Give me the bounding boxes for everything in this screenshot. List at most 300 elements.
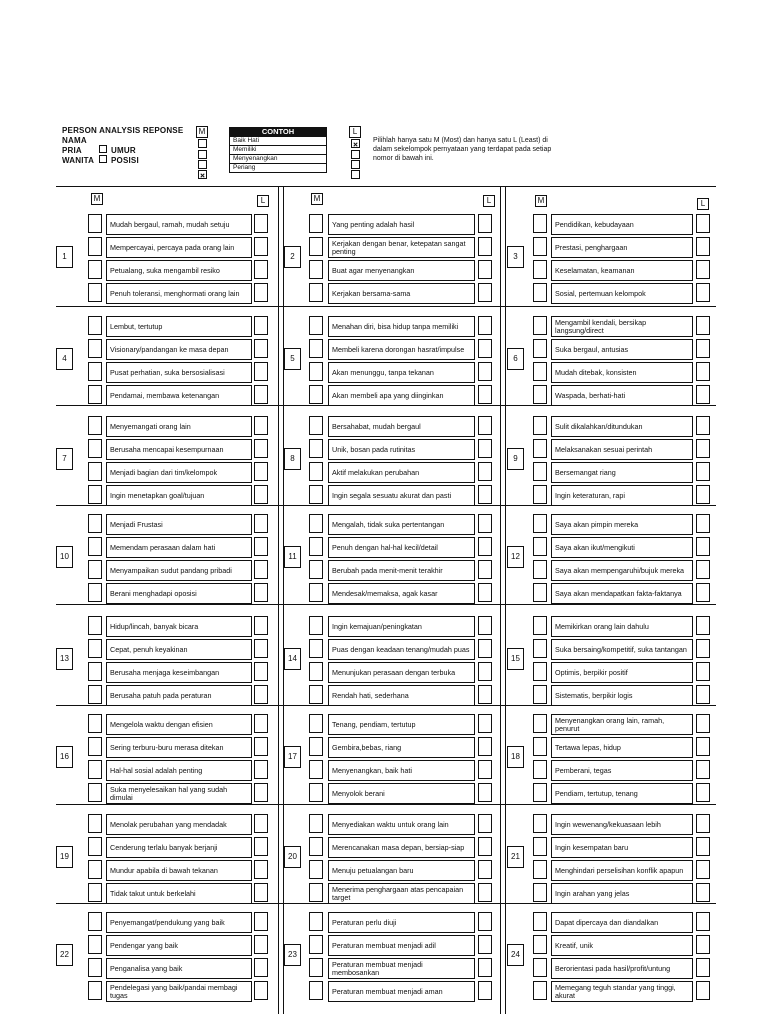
statement-text: Berusaha mencapai kesempurnaan bbox=[106, 439, 252, 460]
most-checkbox[interactable] bbox=[88, 339, 102, 358]
most-checkbox[interactable] bbox=[88, 783, 102, 802]
least-checkbox[interactable] bbox=[254, 760, 268, 779]
contoh-item: Menyenangkan bbox=[229, 155, 327, 164]
statement-text: Menyediakan waktu untuk orang lain bbox=[328, 814, 475, 835]
most-checkbox[interactable] bbox=[533, 783, 547, 802]
least-checkbox[interactable] bbox=[254, 883, 268, 902]
least-checkbox[interactable] bbox=[696, 583, 710, 602]
least-checkbox[interactable] bbox=[696, 214, 710, 233]
statement-text: Buat agar menyenangkan bbox=[328, 260, 475, 281]
most-checkbox[interactable] bbox=[309, 260, 323, 279]
example-l-box-4 bbox=[351, 170, 360, 179]
statement-text: Mempercayai, percaya pada orang lain bbox=[106, 237, 252, 258]
statement-text: Suka menyelesaikan hal yang sudah dimulai bbox=[106, 783, 252, 804]
question-number: 15 bbox=[507, 648, 524, 670]
most-checkbox[interactable] bbox=[88, 639, 102, 658]
most-checkbox[interactable] bbox=[309, 860, 323, 879]
most-checkbox[interactable] bbox=[88, 685, 102, 704]
least-checkbox[interactable] bbox=[696, 439, 710, 458]
example-m-header: M bbox=[196, 126, 208, 138]
most-checkbox[interactable] bbox=[533, 362, 547, 381]
least-checkbox[interactable] bbox=[696, 514, 710, 533]
most-checkbox[interactable] bbox=[88, 416, 102, 435]
most-checkbox[interactable] bbox=[309, 583, 323, 602]
statement-text: Mengalah, tidak suka pertentangan bbox=[328, 514, 475, 535]
most-checkbox[interactable] bbox=[533, 912, 547, 931]
least-checkbox[interactable] bbox=[254, 416, 268, 435]
statement-text: Peraturan membuat menjadi adil bbox=[328, 935, 475, 956]
least-checkbox[interactable] bbox=[254, 339, 268, 358]
statement-text: Kreatif, unik bbox=[551, 935, 693, 956]
most-checkbox[interactable] bbox=[309, 981, 323, 1000]
most-checkbox[interactable] bbox=[309, 514, 323, 533]
least-checkbox[interactable] bbox=[696, 714, 710, 733]
most-checkbox[interactable] bbox=[533, 485, 547, 504]
statement-text: Penuh dengan hal-hal kecil/detail bbox=[328, 537, 475, 558]
example-l-box-3 bbox=[351, 160, 360, 169]
least-checkbox[interactable] bbox=[696, 237, 710, 256]
statement-text: Peraturan membuat menjadi aman bbox=[328, 981, 475, 1002]
question-number: 13 bbox=[56, 648, 73, 670]
statement-text: Memikirkan orang lain dahulu bbox=[551, 616, 693, 637]
most-checkbox[interactable] bbox=[309, 560, 323, 579]
most-checkbox[interactable] bbox=[88, 283, 102, 302]
most-checkbox[interactable] bbox=[88, 316, 102, 335]
statement-text: Menjadi bagian dari tim/kelompok bbox=[106, 462, 252, 483]
question-number: 2 bbox=[284, 246, 301, 268]
least-checkbox[interactable] bbox=[696, 385, 710, 404]
least-checkbox[interactable] bbox=[696, 814, 710, 833]
statement-text: Sistematis, berpikir logis bbox=[551, 685, 693, 706]
least-checkbox[interactable] bbox=[478, 416, 492, 435]
most-checkbox[interactable] bbox=[88, 560, 102, 579]
most-checkbox[interactable] bbox=[309, 685, 323, 704]
column-divider-2 bbox=[500, 186, 501, 1014]
statement-text: Suka bergaul, antusias bbox=[551, 339, 693, 360]
least-checkbox[interactable] bbox=[478, 485, 492, 504]
question-number: 8 bbox=[284, 448, 301, 470]
statement-text: Petualang, suka mengambil resiko bbox=[106, 260, 252, 281]
least-checkbox[interactable] bbox=[478, 685, 492, 704]
most-checkbox[interactable] bbox=[533, 883, 547, 902]
least-checkbox[interactable] bbox=[478, 339, 492, 358]
least-checkbox[interactable] bbox=[696, 935, 710, 954]
statement-text: Peraturan perlu diuji bbox=[328, 912, 475, 933]
least-checkbox[interactable] bbox=[254, 260, 268, 279]
least-checkbox[interactable] bbox=[696, 416, 710, 435]
least-checkbox[interactable] bbox=[696, 462, 710, 481]
most-checkbox[interactable] bbox=[533, 462, 547, 481]
most-checkbox[interactable] bbox=[533, 339, 547, 358]
statement-text: Peraturan membuat menjadi membosankan bbox=[328, 958, 475, 979]
form-title: PERSON ANALYSIS REPONSE bbox=[62, 126, 184, 135]
least-checkbox[interactable] bbox=[254, 616, 268, 635]
least-checkbox[interactable] bbox=[254, 714, 268, 733]
most-checkbox[interactable] bbox=[309, 439, 323, 458]
most-checkbox[interactable] bbox=[533, 385, 547, 404]
least-checkbox[interactable] bbox=[696, 339, 710, 358]
most-checkbox[interactable] bbox=[309, 814, 323, 833]
statement-text: Melaksanakan sesuai perintah bbox=[551, 439, 693, 460]
most-checkbox[interactable] bbox=[88, 912, 102, 931]
statement-text: Menjadi Frustasi bbox=[106, 514, 252, 535]
statement-text: Hidup/lincah, banyak bicara bbox=[106, 616, 252, 637]
most-checkbox[interactable] bbox=[309, 385, 323, 404]
most-checkbox[interactable] bbox=[533, 416, 547, 435]
most-checkbox[interactable] bbox=[88, 662, 102, 681]
least-checkbox[interactable] bbox=[478, 737, 492, 756]
statement-text: Mendesak/memaksa, agak kasar bbox=[328, 583, 475, 604]
most-checkbox[interactable] bbox=[88, 981, 102, 1000]
least-checkbox[interactable] bbox=[254, 560, 268, 579]
least-checkbox[interactable] bbox=[254, 237, 268, 256]
column-divider-1b bbox=[283, 186, 284, 1014]
least-checkbox[interactable] bbox=[254, 362, 268, 381]
most-checkbox[interactable] bbox=[88, 439, 102, 458]
most-checkbox[interactable] bbox=[309, 362, 323, 381]
least-checkbox[interactable] bbox=[696, 362, 710, 381]
least-checkbox[interactable] bbox=[254, 837, 268, 856]
statement-text: Aktif melakukan perubahan bbox=[328, 462, 475, 483]
most-checkbox[interactable] bbox=[309, 616, 323, 635]
statement-text: Membeli karena dorongan hasrat/impulse bbox=[328, 339, 475, 360]
statement-text: Menyolok berani bbox=[328, 783, 475, 804]
most-checkbox[interactable] bbox=[88, 514, 102, 533]
least-checkbox[interactable] bbox=[478, 283, 492, 302]
most-checkbox[interactable] bbox=[309, 283, 323, 302]
least-checkbox[interactable] bbox=[696, 537, 710, 556]
contoh-table bbox=[229, 127, 327, 173]
most-checkbox[interactable] bbox=[533, 439, 547, 458]
example-l-box-2 bbox=[351, 150, 360, 159]
most-checkbox[interactable] bbox=[533, 214, 547, 233]
least-checkbox[interactable] bbox=[254, 662, 268, 681]
most-checkbox[interactable] bbox=[88, 616, 102, 635]
contoh-item: Periang bbox=[229, 164, 327, 173]
statement-text: Berani menghadapi oposisi bbox=[106, 583, 252, 604]
most-checkbox[interactable] bbox=[533, 283, 547, 302]
most-checkbox[interactable] bbox=[533, 714, 547, 733]
most-checkbox[interactable] bbox=[533, 935, 547, 954]
most-checkbox[interactable] bbox=[533, 737, 547, 756]
most-checkbox[interactable] bbox=[533, 616, 547, 635]
most-checkbox[interactable] bbox=[88, 237, 102, 256]
statement-text: Optimis, berpikir positif bbox=[551, 662, 693, 683]
least-checkbox[interactable] bbox=[696, 958, 710, 977]
question-number: 21 bbox=[507, 846, 524, 868]
statement-text: Pendiam, tertutup, tenang bbox=[551, 783, 693, 804]
most-checkbox[interactable] bbox=[88, 837, 102, 856]
most-checkbox[interactable] bbox=[88, 760, 102, 779]
most-checkbox[interactable] bbox=[309, 883, 323, 902]
statement-text: Akan membeli apa yang diinginkan bbox=[328, 385, 475, 406]
statement-text: Saya akan mempengaruhi/bujuk mereka bbox=[551, 560, 693, 581]
most-checkbox[interactable] bbox=[88, 860, 102, 879]
most-checkbox[interactable] bbox=[533, 560, 547, 579]
statement-text: Cepat, penuh keyakinan bbox=[106, 639, 252, 660]
row-divider bbox=[56, 604, 716, 605]
most-checkbox[interactable] bbox=[309, 316, 323, 335]
most-checkbox[interactable] bbox=[88, 958, 102, 977]
least-checkbox[interactable] bbox=[254, 814, 268, 833]
column-divider-2b bbox=[505, 186, 506, 1014]
least-checkbox[interactable] bbox=[478, 237, 492, 256]
most-checkbox[interactable] bbox=[533, 316, 547, 335]
statement-text: Kerjakan dengan benar, ketepatan sangat penting bbox=[328, 237, 475, 258]
most-checkbox[interactable] bbox=[88, 214, 102, 233]
statement-text: Berubah pada menit-menit terakhir bbox=[328, 560, 475, 581]
most-checkbox[interactable] bbox=[309, 339, 323, 358]
most-checkbox[interactable] bbox=[533, 860, 547, 879]
most-checkbox[interactable] bbox=[88, 935, 102, 954]
statement-text: Memegang teguh standar yang tinggi, akurat bbox=[551, 981, 693, 1002]
least-checkbox[interactable] bbox=[696, 560, 710, 579]
column-2-l-header: L bbox=[483, 195, 495, 207]
least-checkbox[interactable] bbox=[696, 737, 710, 756]
most-checkbox[interactable] bbox=[533, 237, 547, 256]
least-checkbox[interactable] bbox=[478, 662, 492, 681]
least-checkbox[interactable] bbox=[696, 837, 710, 856]
least-checkbox[interactable] bbox=[478, 814, 492, 833]
statement-text: Yang penting adalah hasil bbox=[328, 214, 475, 235]
least-checkbox[interactable] bbox=[254, 912, 268, 931]
statement-text: Sulit dikalahkan/ditundukan bbox=[551, 416, 693, 437]
least-checkbox[interactable] bbox=[254, 958, 268, 977]
least-checkbox[interactable] bbox=[478, 385, 492, 404]
least-checkbox[interactable] bbox=[478, 537, 492, 556]
most-checkbox[interactable] bbox=[309, 783, 323, 802]
most-checkbox[interactable] bbox=[309, 214, 323, 233]
column-1-l-header: L bbox=[257, 195, 269, 207]
statement-text: Rendah hati, sederhana bbox=[328, 685, 475, 706]
most-checkbox[interactable] bbox=[533, 260, 547, 279]
most-checkbox[interactable] bbox=[309, 760, 323, 779]
most-checkbox[interactable] bbox=[309, 958, 323, 977]
least-checkbox[interactable] bbox=[696, 316, 710, 335]
most-checkbox[interactable] bbox=[533, 662, 547, 681]
question-number: 9 bbox=[507, 448, 524, 470]
statement-text: Dapat dipercaya dan diandalkan bbox=[551, 912, 693, 933]
least-checkbox[interactable] bbox=[254, 514, 268, 533]
most-checkbox[interactable] bbox=[533, 760, 547, 779]
question-number: 18 bbox=[507, 746, 524, 768]
instructions-text: Pilihlah hanya satu M (Most) dan hanya satu L (Least) di dalam sekelompok pernyataan yang terdapat pada setiap nomor di bawah ini. bbox=[373, 137, 552, 162]
statement-text: Menolak perubahan yang mendadak bbox=[106, 814, 252, 835]
least-checkbox[interactable] bbox=[254, 935, 268, 954]
least-checkbox[interactable] bbox=[478, 639, 492, 658]
statement-text: Ingin menetapkan goal/tujuan bbox=[106, 485, 252, 506]
least-checkbox[interactable] bbox=[478, 583, 492, 602]
least-checkbox[interactable] bbox=[478, 883, 492, 902]
most-checkbox[interactable] bbox=[88, 260, 102, 279]
example-m-box-2 bbox=[198, 150, 207, 159]
least-checkbox[interactable] bbox=[696, 616, 710, 635]
most-checkbox[interactable] bbox=[88, 583, 102, 602]
least-checkbox[interactable] bbox=[254, 537, 268, 556]
statement-text: Tertawa lepas, hidup bbox=[551, 737, 693, 758]
statement-text: Mengelola waktu dengan efisien bbox=[106, 714, 252, 735]
most-checkbox[interactable] bbox=[533, 814, 547, 833]
question-number: 11 bbox=[284, 546, 301, 568]
question-number: 19 bbox=[56, 846, 73, 868]
most-checkbox[interactable] bbox=[88, 537, 102, 556]
question-number: 1 bbox=[56, 246, 73, 268]
least-checkbox[interactable] bbox=[478, 560, 492, 579]
least-checkbox[interactable] bbox=[478, 316, 492, 335]
contoh-item: Baik Hati bbox=[229, 137, 327, 146]
least-checkbox[interactable] bbox=[696, 639, 710, 658]
least-checkbox[interactable] bbox=[254, 439, 268, 458]
least-checkbox[interactable] bbox=[254, 981, 268, 1000]
least-checkbox[interactable] bbox=[254, 385, 268, 404]
least-checkbox[interactable] bbox=[254, 583, 268, 602]
statement-text: Pemberani, tegas bbox=[551, 760, 693, 781]
most-checkbox[interactable] bbox=[533, 537, 547, 556]
column-2-m-header: M bbox=[311, 193, 323, 205]
example-m-box-3 bbox=[198, 160, 207, 169]
umur-label: UMUR bbox=[111, 146, 136, 155]
most-checkbox[interactable] bbox=[88, 883, 102, 902]
question-number: 6 bbox=[507, 348, 524, 370]
statement-text: Prestasi, penghargaan bbox=[551, 237, 693, 258]
least-checkbox[interactable] bbox=[696, 283, 710, 302]
most-checkbox[interactable] bbox=[533, 981, 547, 1000]
statement-text: Mudah ditebak, konsisten bbox=[551, 362, 693, 383]
least-checkbox[interactable] bbox=[478, 912, 492, 931]
statement-text: Pendamai, membawa ketenangan bbox=[106, 385, 252, 406]
most-checkbox[interactable] bbox=[309, 416, 323, 435]
most-checkbox[interactable] bbox=[88, 814, 102, 833]
question-number: 20 bbox=[284, 846, 301, 868]
most-checkbox[interactable] bbox=[88, 462, 102, 481]
most-checkbox[interactable] bbox=[88, 485, 102, 504]
least-checkbox[interactable] bbox=[478, 935, 492, 954]
statement-text: Waspada, berhati-hati bbox=[551, 385, 693, 406]
most-checkbox[interactable] bbox=[309, 662, 323, 681]
least-checkbox[interactable] bbox=[478, 958, 492, 977]
statement-text: Menyenangkan orang lain, ramah, penurut bbox=[551, 714, 693, 735]
statement-text: Pendengar yang baik bbox=[106, 935, 252, 956]
statement-text: Ingin kesempatan baru bbox=[551, 837, 693, 858]
example-l-box-1-marked bbox=[351, 139, 360, 148]
most-checkbox[interactable] bbox=[309, 485, 323, 504]
least-checkbox[interactable] bbox=[254, 283, 268, 302]
statement-text: Menunjukan perasaan dengan terbuka bbox=[328, 662, 475, 683]
least-checkbox[interactable] bbox=[254, 860, 268, 879]
most-checkbox[interactable] bbox=[88, 737, 102, 756]
least-checkbox[interactable] bbox=[696, 485, 710, 504]
statement-text: Pusat perhatian, suka bersosialisasi bbox=[106, 362, 252, 383]
least-checkbox[interactable] bbox=[696, 760, 710, 779]
least-checkbox[interactable] bbox=[478, 616, 492, 635]
pria-checkbox[interactable] bbox=[99, 145, 107, 153]
statement-text: Lembut, tertutup bbox=[106, 316, 252, 337]
least-checkbox[interactable] bbox=[478, 760, 492, 779]
wanita-checkbox[interactable] bbox=[99, 155, 107, 163]
least-checkbox[interactable] bbox=[254, 737, 268, 756]
least-checkbox[interactable] bbox=[254, 639, 268, 658]
least-checkbox[interactable] bbox=[478, 260, 492, 279]
most-checkbox[interactable] bbox=[533, 685, 547, 704]
row-divider bbox=[56, 804, 716, 805]
most-checkbox[interactable] bbox=[309, 537, 323, 556]
statement-text: Pendidikan, kebudayaan bbox=[551, 214, 693, 235]
least-checkbox[interactable] bbox=[696, 685, 710, 704]
most-checkbox[interactable] bbox=[88, 362, 102, 381]
least-checkbox[interactable] bbox=[696, 260, 710, 279]
question-number: 14 bbox=[284, 648, 301, 670]
least-checkbox[interactable] bbox=[478, 462, 492, 481]
nama-label: NAMA bbox=[62, 136, 87, 145]
most-checkbox[interactable] bbox=[309, 639, 323, 658]
statement-text: Kerjakan bersama-sama bbox=[328, 283, 475, 304]
question-number: 3 bbox=[507, 246, 524, 268]
least-checkbox[interactable] bbox=[696, 783, 710, 802]
most-checkbox[interactable] bbox=[533, 837, 547, 856]
least-checkbox[interactable] bbox=[696, 912, 710, 931]
least-checkbox[interactable] bbox=[696, 662, 710, 681]
least-checkbox[interactable] bbox=[696, 981, 710, 1000]
most-checkbox[interactable] bbox=[533, 958, 547, 977]
most-checkbox[interactable] bbox=[309, 714, 323, 733]
least-checkbox[interactable] bbox=[254, 685, 268, 704]
statement-text: Gembira,bebas, riang bbox=[328, 737, 475, 758]
least-checkbox[interactable] bbox=[254, 485, 268, 504]
least-checkbox[interactable] bbox=[478, 860, 492, 879]
statement-text: Saya akan pimpin mereka bbox=[551, 514, 693, 535]
most-checkbox[interactable] bbox=[309, 237, 323, 256]
statement-text: Puas dengan keadaan tenang/mudah puas bbox=[328, 639, 475, 660]
most-checkbox[interactable] bbox=[88, 385, 102, 404]
posisi-label: POSISI bbox=[111, 156, 139, 165]
most-checkbox[interactable] bbox=[309, 462, 323, 481]
most-checkbox[interactable] bbox=[533, 514, 547, 533]
least-checkbox[interactable] bbox=[478, 362, 492, 381]
least-checkbox[interactable] bbox=[478, 439, 492, 458]
least-checkbox[interactable] bbox=[254, 316, 268, 335]
column-3-l-header: L bbox=[697, 198, 709, 210]
pria-label: PRIA bbox=[62, 146, 82, 155]
statement-text: Cenderung terlalu banyak berjanji bbox=[106, 837, 252, 858]
least-checkbox[interactable] bbox=[254, 214, 268, 233]
least-checkbox[interactable] bbox=[696, 860, 710, 879]
least-checkbox[interactable] bbox=[478, 514, 492, 533]
statement-text: Saya akan ikut/mengikuti bbox=[551, 537, 693, 558]
most-checkbox[interactable] bbox=[88, 714, 102, 733]
statement-text: Tidak takut untuk berkelahi bbox=[106, 883, 252, 904]
statement-text: Keselamatan, keamanan bbox=[551, 260, 693, 281]
most-checkbox[interactable] bbox=[533, 583, 547, 602]
least-checkbox[interactable] bbox=[478, 981, 492, 1000]
least-checkbox[interactable] bbox=[478, 214, 492, 233]
least-checkbox[interactable] bbox=[478, 783, 492, 802]
statement-text: Berorientasi pada hasil/profit/untung bbox=[551, 958, 693, 979]
least-checkbox[interactable] bbox=[254, 783, 268, 802]
statement-text: Berusaha patuh pada peraturan bbox=[106, 685, 252, 706]
least-checkbox[interactable] bbox=[478, 714, 492, 733]
statement-text: Tenang, pendiam, tertutup bbox=[328, 714, 475, 735]
most-checkbox[interactable] bbox=[309, 912, 323, 931]
most-checkbox[interactable] bbox=[309, 935, 323, 954]
most-checkbox[interactable] bbox=[533, 639, 547, 658]
statement-text: Bersemangat riang bbox=[551, 462, 693, 483]
most-checkbox[interactable] bbox=[309, 737, 323, 756]
most-checkbox[interactable] bbox=[309, 837, 323, 856]
least-checkbox[interactable] bbox=[696, 883, 710, 902]
statement-text: Ingin arahan yang jelas bbox=[551, 883, 693, 904]
least-checkbox[interactable] bbox=[478, 837, 492, 856]
least-checkbox[interactable] bbox=[254, 462, 268, 481]
